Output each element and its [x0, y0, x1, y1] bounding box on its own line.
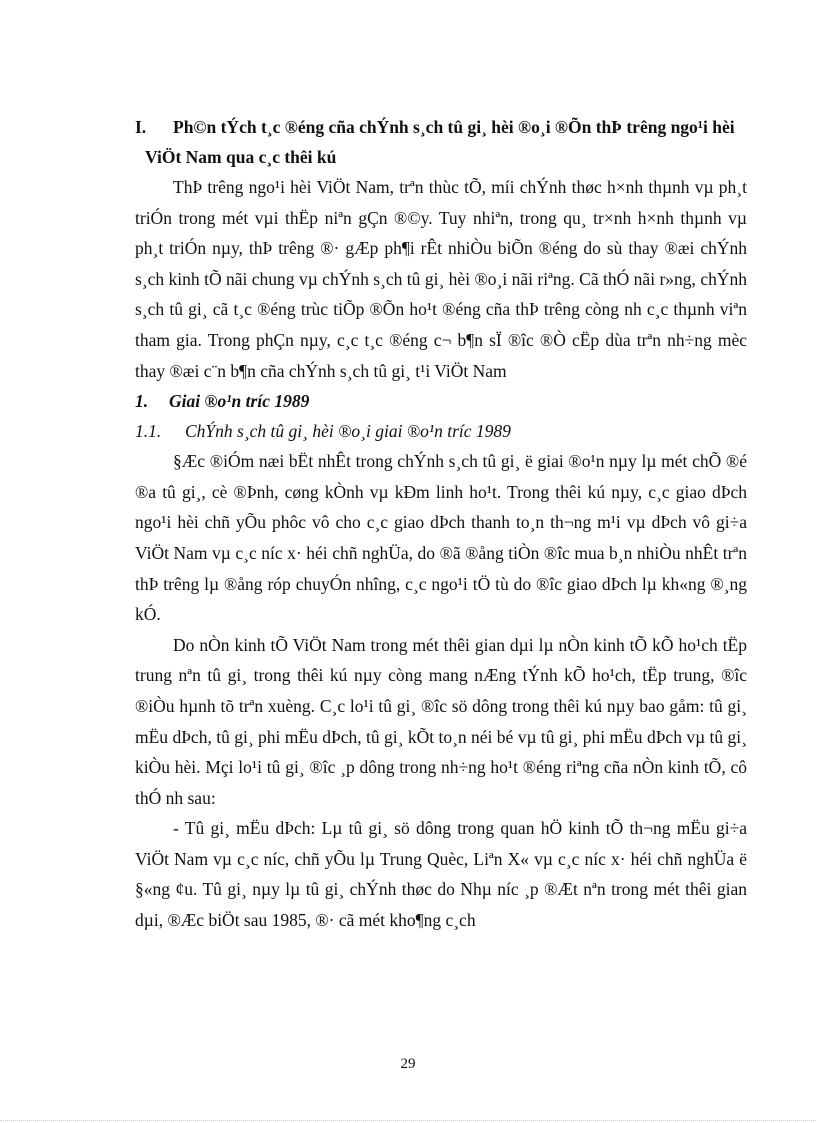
section-number: I. — [135, 117, 147, 137]
paragraph-features: §Æc ®iÓm næi bËt nhÊt trong chÝnh s¸ch tû gi¸ ë giai ®o¹n nµy lµ mét chÕ ®é ®a tû gi¸, cè ®Þnh, cøng kÒnh vµ kÐm linh ho¹t. Trong thêi kú nµy, c¸c giao dÞch ngo¹i hèi chñ yÕu phôc vô cho c¸c giao dÞch thanh to¸n th¬ng m¹i vµ dÞch vô gi÷a ViÖt Nam vµ c¸c níc x· héi chñ nghÜa, do ®ã ®ång tiÒn ®îc mua b¸n nhiÒu nhÊt trªn thÞ trêng lµ ®ång róp chuyÓn nhîng, c¸c ngo¹i tÖ tù do ®îc giao dÞch lµ kh«ng ®¸ng kÓ. — [135, 451, 747, 625]
page-bottom-divider — [0, 1120, 816, 1121]
section-heading-main — [135, 112, 747, 172]
subsection-number: 1. — [135, 391, 149, 412]
page-content — [135, 112, 747, 936]
subsubsection-number: 1.1. — [135, 421, 162, 442]
page-number: 29 — [400, 1056, 416, 1072]
subsubsection-heading — [135, 416, 747, 446]
paragraph-trade-rate: - Tû gi¸ mËu dÞch: Lµ tû gi¸ sö dông trong quan hÖ kinh tÕ th¬ng mËu gi÷a ViÖt Nam vµ c¸c níc, chñ yÕu lµ Trung Quèc, Liªn X« vµ c¸c níc x· héi chñ nghÜa ë §«ng ¢u. Tû gi¸ nµy lµ tû gi¸ chÝnh thøc do Nhµ níc ¸p ®Æt nªn trong mét thêi gian dµi, ®Æc biÖt sau 1985, ®· cã mét kho¶ng c¸ch — [135, 818, 747, 931]
subsubsection-title: ChÝnh s¸ch tû gi¸ hèi ®o¸i giai ®o¹n tríc 1989 — [185, 421, 511, 442]
subsection-title: Giai ®o¹n tríc 1989 — [169, 391, 310, 412]
paragraph-intro: ThÞ trêng ngo¹i hèi ViÖt Nam, trªn thùc tÕ, míi chÝnh thøc h×nh thµnh vµ ph¸t triÓn trong mét vµi thËp niªn gÇn ®©y. Tuy nhiªn, trong qu¸ tr×nh h×nh thµnh vµ ph¸t triÓn nµy, thÞ trêng ®· gÆp ph¶i rÊt nhiÒu biÕn ®éng do sù thay ®æi chÝnh s¸ch kinh tÕ nãi chung vµ chÝnh s¸ch tû gi¸ hèi ®o¸i nãi riªng. Cã thÓ nãi r»ng, chÝnh s¸ch tû gi¸ cã t¸c ®éng trùc tiÕp ®Õn ho¹t ®éng cña thÞ trêng còng nh c¸c thµnh viªn tham gia. Trong phÇn nµy, c¸c t¸c ®éng c¬ b¶n sÏ ®îc ®Ò cËp dùa trªn nh÷ng mèc thay ®æi c¨n b¶n cña chÝnh s¸ch tû gi¸ t¹i ViÖt Nam — [135, 177, 747, 381]
subsection-heading — [135, 386, 747, 416]
paragraph-economy: Do nÒn kinh tÕ ViÖt Nam trong mét thêi gian dµi lµ nÒn kinh tÕ kÕ ho¹ch tËp trung nªn tû gi¸ trong thêi kú nµy còng mang nÆng tÝnh kÕ ho¹ch, tËp trung, ®îc ®iÒu hµnh tõ trªn xuèng. C¸c lo¹i tû gi¸ ®îc sö dông trong thêi kú nµy bao gåm: tû gi¸ mËu dÞch, tû gi¸ phi mËu dÞch, tû gi¸ kÕt to¸n néi bé vµ tû gi¸ phi mËu dÞch vµ tû gi¸ kiÒu hèi. Mçi lo¹i tû gi¸ ®îc ¸p dông trong nh÷ng ho¹t ®éng riªng cña nÒn kinh tÕ, cô thÓ nh sau: — [135, 634, 747, 808]
section-title: Ph©n tÝch t¸c ®éng cña chÝnh s¸ch tû gi¸ hèi ®o¸i ®Õn thÞ trêng ngo¹i hèi ViÖt Nam qua c¸c thêi kú — [145, 117, 735, 167]
